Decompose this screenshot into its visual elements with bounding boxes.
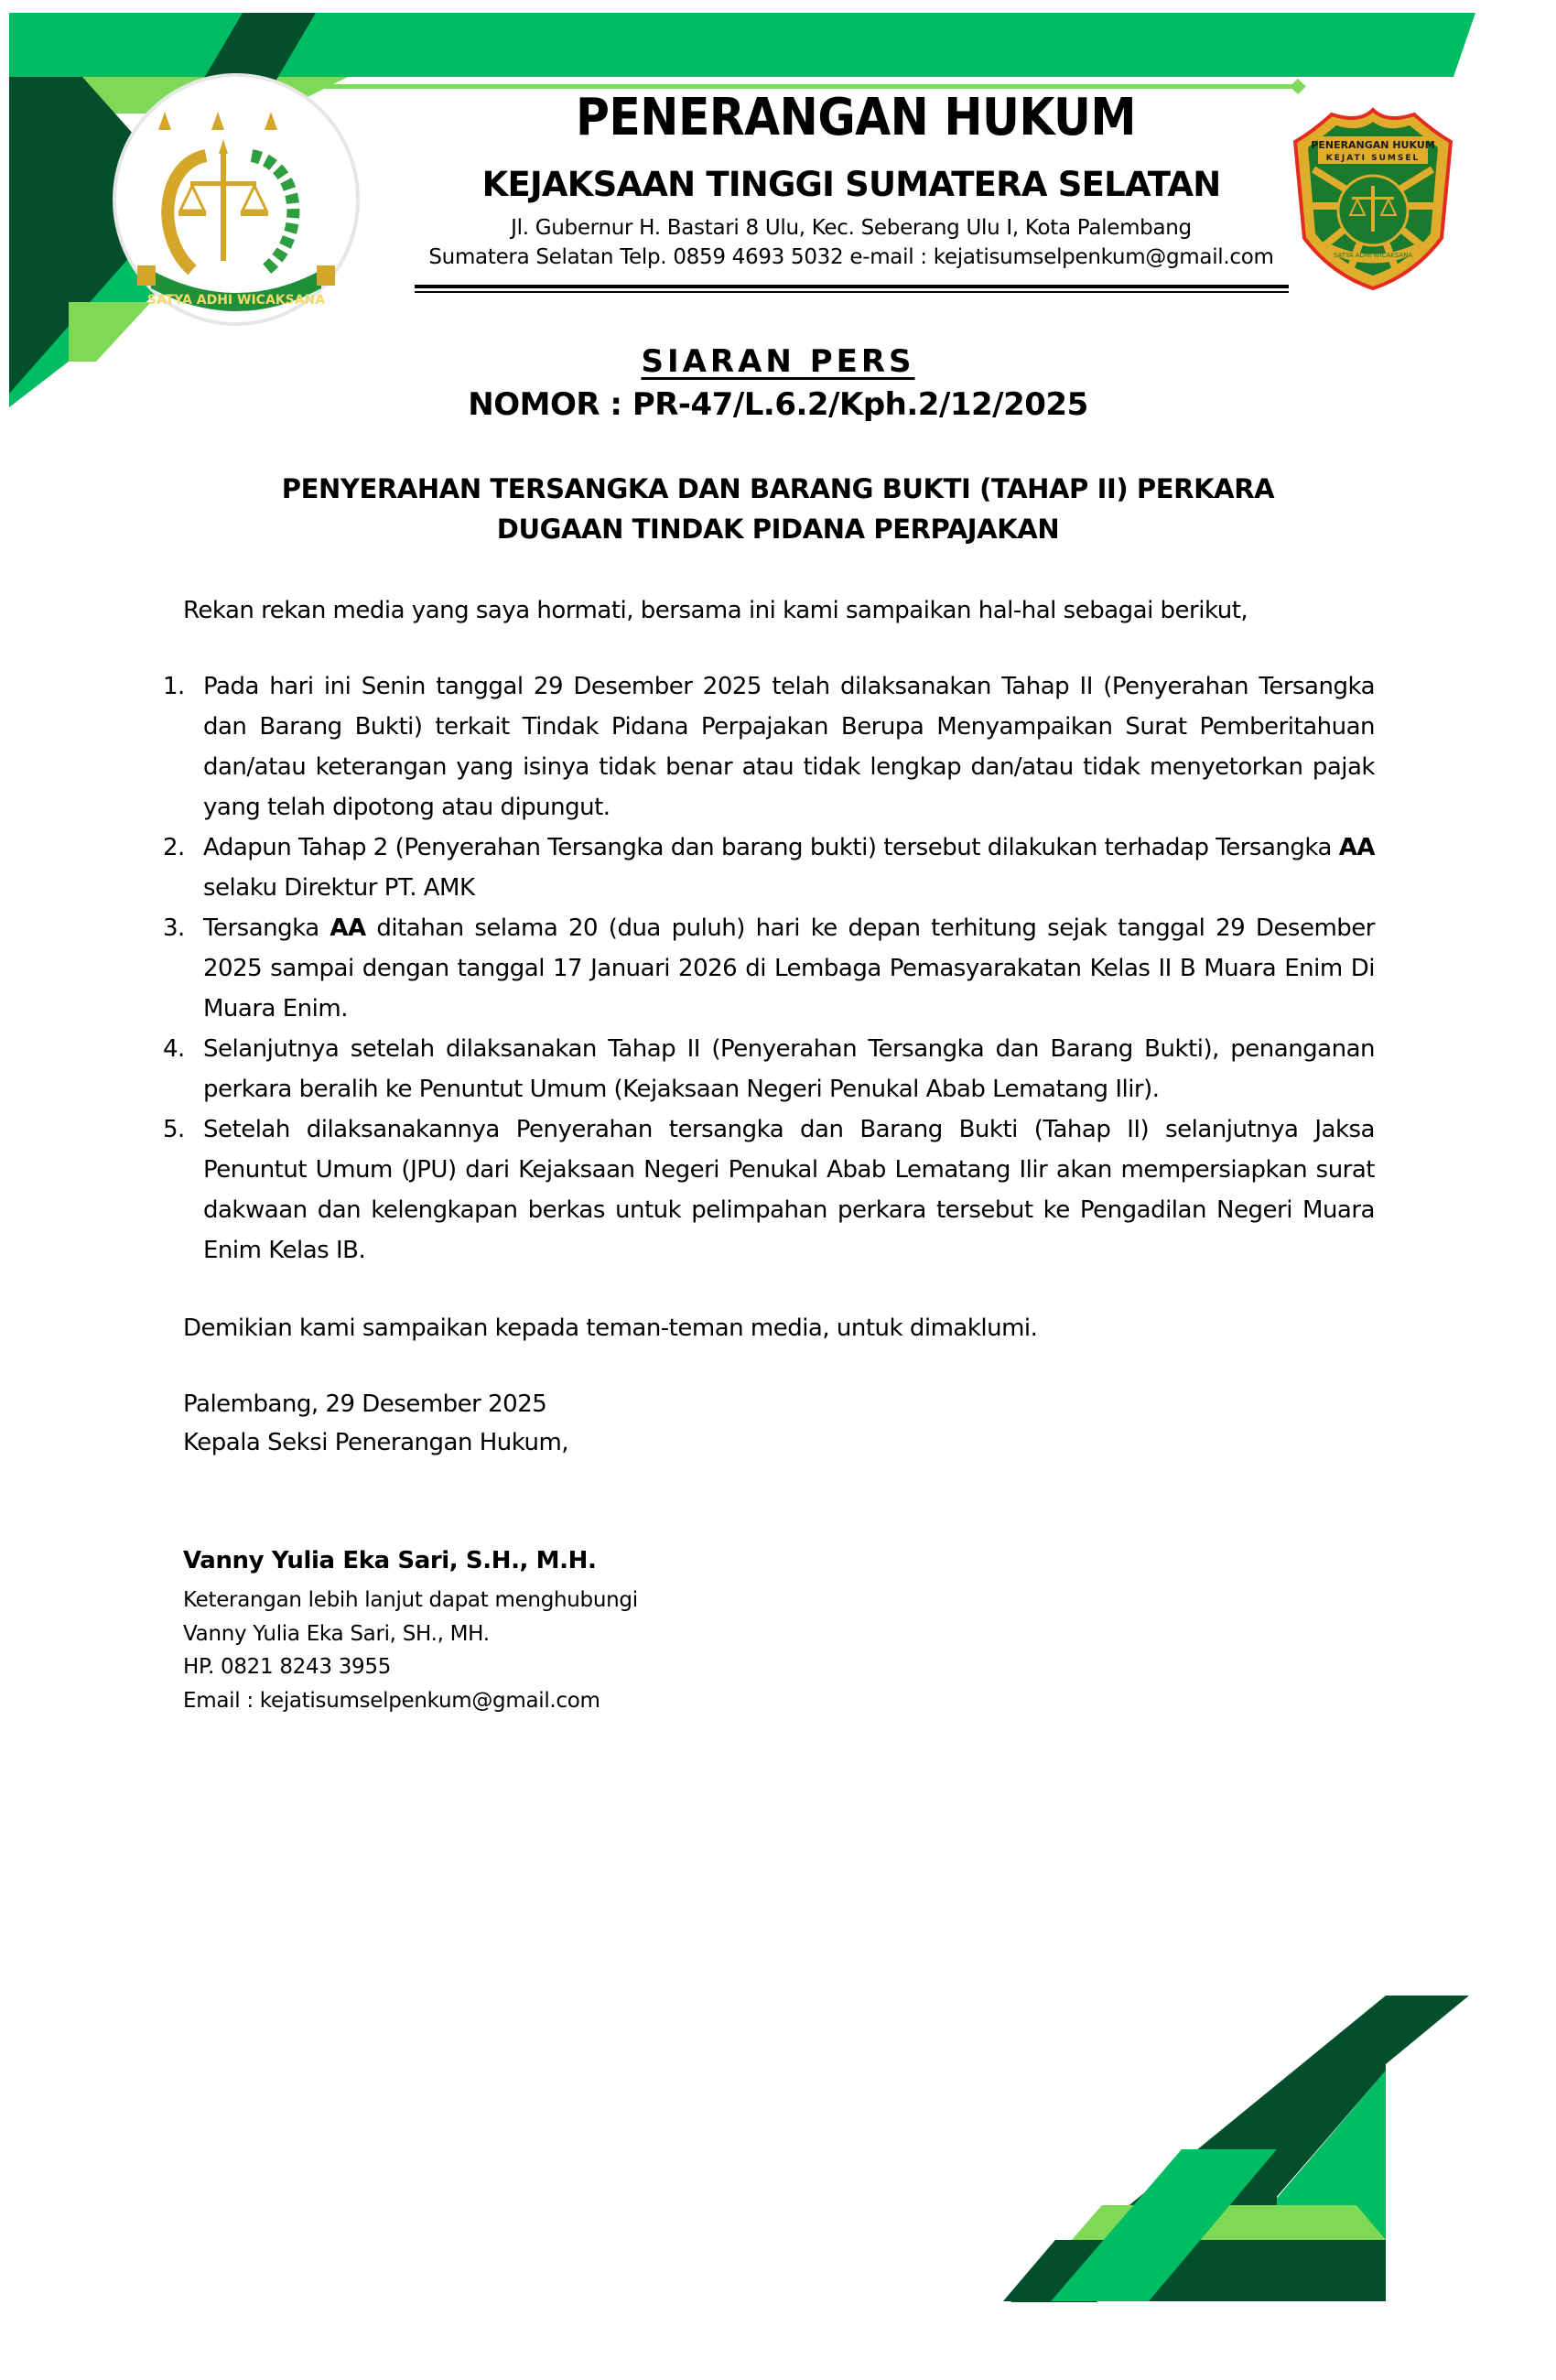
header-accent-diamond xyxy=(1290,79,1306,94)
signer-name: Vanny Yulia Eka Sari, S.H., M.H. xyxy=(183,1547,597,1574)
document-number: NOMOR : PR-47/L.6.2/Kph.2/12/2025 xyxy=(468,386,1088,423)
intro-paragraph: Rekan rekan media yang saya hormati, bersama ini kami sampaikan hal-hal sebagai berikut, xyxy=(183,597,1248,624)
letterhead-institution: KEJAKSAAN TINGGI SUMATERA SELATAN xyxy=(481,165,1221,204)
points-list xyxy=(156,666,1375,1271)
list-item-number: 3. xyxy=(163,914,185,942)
letterhead-rule-thick xyxy=(415,285,1289,288)
list-item-text: Adapun Tahap 2 (Penyerahan Tersangka dan barang bukti) tersebut dilakukan terhadap Tersangka xyxy=(203,834,1339,861)
list-item xyxy=(156,1109,1375,1271)
letterhead-address-line1: Jl. Gubernur H. Bastari 8 Ulu, Kec. Seberang Ulu I, Kota Palembang xyxy=(511,216,1192,240)
list-item-text: Pada hari ini Senin tanggal 29 Desember 2025 telah dilaksanakan Tahap II (Penyerahan Tersangka dan Barang Bukti) terkait Tindak Pidana Perpajakan Berupa Menyampaikan Surat Pemberitahuan dan/atau keterangan yang isinya tidak benar atau tidak lengkap dan/atau tidak menyetorkan pajak yang telah dipotong atau dipungut. xyxy=(203,673,1375,821)
list-item-number: 5. xyxy=(163,1116,185,1143)
contact-name: Vanny Yulia Eka Sari, SH., MH. xyxy=(183,1622,490,1646)
document-heading: SIARAN PERS xyxy=(641,343,915,380)
signer-position: Kepala Seksi Penerangan Hukum, xyxy=(183,1429,569,1456)
list-item-text-after: ditahan selama 20 (dua puluh) hari ke depan terhitung sejak tanggal 29 Desember 2025 sampai dengan tanggal 17 Januari 2026 di Lembaga Pemasyarakatan Kelas II B Muara Enim Di Muara Enim. xyxy=(203,914,1375,1022)
emblem-motto: SATYA ADHI WICAKSANA xyxy=(146,293,326,308)
list-item-number: 2. xyxy=(163,834,185,861)
shield-line1: PENERANGAN HUKUM xyxy=(1311,139,1435,151)
footer-decoration xyxy=(0,1831,1556,2380)
list-item-text: Selanjutnya setelah dilaksanakan Tahap II (Penyerahan Tersangka dan Barang Bukti), penanganan perkara beralih ke Penuntut Umum (Kejaksaan Negeri Penukal Abab Lematang Ilir). xyxy=(203,1035,1375,1103)
list-item-number: 4. xyxy=(163,1035,185,1063)
suspect-initials: AA xyxy=(330,914,366,942)
list-item xyxy=(156,1029,1375,1109)
list-item-text: Tersangka xyxy=(203,914,330,942)
contact-email: Email : kejatisumselpenkum@gmail.com xyxy=(183,1689,600,1713)
document-title-line2: DUGAAN TINDAK PIDANA PERPAJAKAN xyxy=(496,514,1060,545)
document-title-line1: PENYERAHAN TERSANGKA DAN BARANG BUKTI (TAHAP II) PERKARA xyxy=(281,473,1275,504)
letterhead-rule-thin xyxy=(415,291,1289,293)
list-item xyxy=(156,828,1375,908)
suspect-initials: AA xyxy=(1338,834,1375,861)
letterhead-address-line2: Sumatera Selatan Telp. 0859 4693 5032 e-mail : kejatisumselpenkum@gmail.com xyxy=(428,245,1274,269)
shield-motto: SATYA ADHI WICAKSANA xyxy=(1333,252,1413,259)
list-item xyxy=(156,908,1375,1029)
list-item-number: 1. xyxy=(163,673,185,700)
contact-phone: HP. 0821 8243 3955 xyxy=(183,1655,392,1679)
footer-white-below xyxy=(0,2302,1556,2380)
shield-line2: KEJATI SUMSEL xyxy=(1325,154,1421,163)
kejaksaan-emblem-icon xyxy=(105,64,371,339)
list-item xyxy=(156,666,1375,828)
list-item-text: Setelah dilaksanakannya Penyerahan tersangka dan Barang Bukti (Tahap II) selanjutnya Jaksa Penuntut Umum (JPU) dari Kejaksaan Negeri Penukal Abab Lematang Ilir akan mempersiapkan surat dakwaan dan kelengkapan berkas untuk pelimpahan perkara tersebut ke Pengadilan Negeri Muara Enim Kelas IB. xyxy=(203,1116,1375,1264)
contact-intro: Keterangan lebih lanjut dapat menghubungi xyxy=(183,1588,638,1612)
list-item-text-after: selaku Direktur PT. AMK xyxy=(203,874,475,902)
letterhead-title: PENERANGAN HUKUM xyxy=(575,88,1137,147)
closing-paragraph: Demikian kami sampaikan kepada teman-teman media, untuk dimaklumi. xyxy=(183,1314,1038,1342)
place-date: Palembang, 29 Desember 2025 xyxy=(183,1390,547,1418)
penkum-shield-icon xyxy=(1286,105,1460,293)
